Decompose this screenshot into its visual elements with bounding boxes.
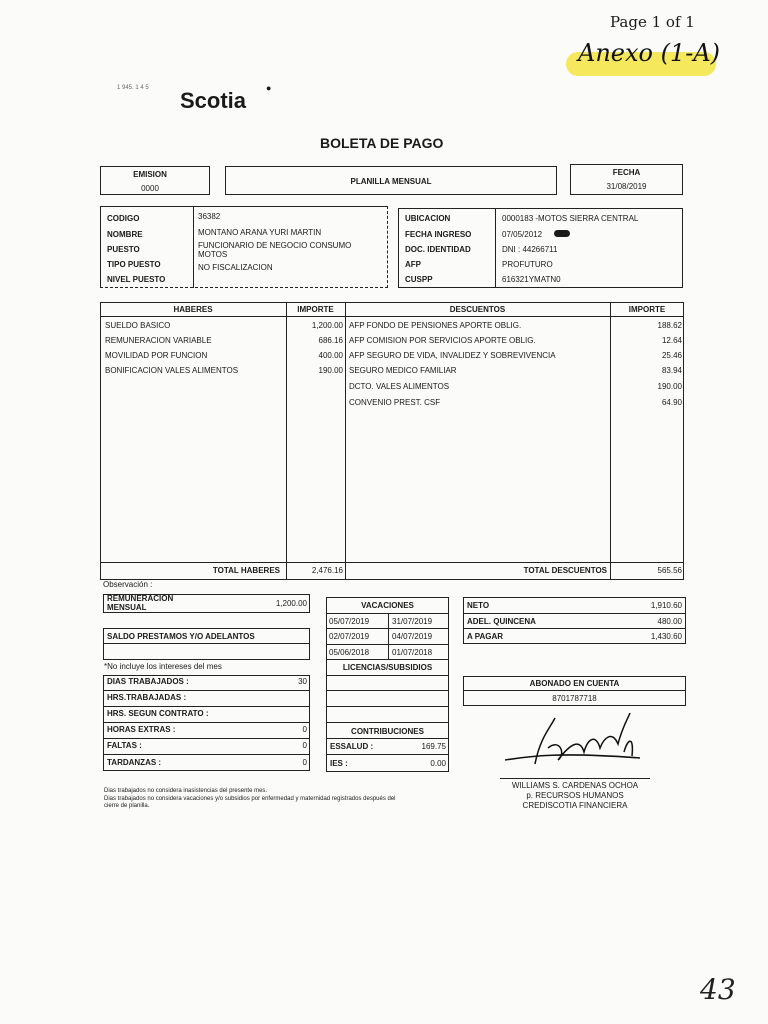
licencias-header: LICENCIAS/SUBSIDIOS <box>342 663 433 672</box>
remuneracion-label-2: MENSUAL <box>107 603 147 612</box>
annex-handwritten-note: Anexo (1-A) <box>578 39 721 67</box>
descuentos-importe-header: IMPORTE <box>628 305 666 314</box>
doc-identidad-label: DOC. IDENTIDAD <box>405 245 471 254</box>
haber-amount: 1,200.00 <box>311 321 343 330</box>
asistencia-label: HRS. SEGUN CONTRATO : <box>107 709 209 718</box>
vacaciones-from: 02/07/2019 <box>329 632 370 641</box>
haber-amount: 190.00 <box>318 366 343 375</box>
intereses-note: *No incluye los intereses del mes <box>104 662 222 671</box>
abonado-cuenta: 8701787718 <box>552 694 597 703</box>
puesto-value-line2: MOTOS <box>198 250 228 259</box>
asistencia-label: FALTAS : <box>107 741 142 750</box>
footnote: Dias trabajados no considera vacaciones y/o subsidios por enfermedad y maternidad registrados después del <box>104 796 396 802</box>
planilla-label: PLANILLA MENSUAL <box>350 177 432 186</box>
descuento-amount: 64.90 <box>661 398 682 407</box>
descuento-amount: 188.62 <box>657 321 682 330</box>
fecha-value: 31/08/2019 <box>606 182 647 191</box>
puesto-label: PUESTO <box>107 245 140 254</box>
cuspp-value: 616321YMATN0 <box>502 275 561 284</box>
contribuciones-header: CONTRIBUCIONES <box>351 727 424 736</box>
footnote: Dias trabajados no considera inasistencias del presente mes. <box>104 788 268 794</box>
vacaciones-from: 05/06/2018 <box>329 648 370 657</box>
handwritten-page-number: 43 <box>700 973 736 1006</box>
signer-company: CREDISCOTIA FINANCIERA <box>522 801 628 810</box>
vacaciones-from: 05/07/2019 <box>329 617 370 626</box>
saldo-label: SALDO PRESTAMOS Y/O ADELANTOS <box>107 632 255 641</box>
signer-name: WILLIAMS S. CARDENAS OCHOA <box>511 781 639 790</box>
a-pagar-value: 1,430.60 <box>650 632 682 641</box>
emision-value: 0000 <box>141 184 159 193</box>
codigo-label: CODIGO <box>107 214 140 223</box>
total-descuentos-label: TOTAL DESCUENTOS <box>523 566 607 575</box>
page-title: BOLETA DE PAGO <box>320 135 444 151</box>
total-haberes-value: 2,476.16 <box>311 566 343 575</box>
tipo-puesto-value: NO FISCALIZACION <box>198 263 273 272</box>
descuentos-header: DESCUENTOS <box>449 305 506 314</box>
asistencia-label: TARDANZAS : <box>107 758 162 767</box>
neto-value: 1,910.60 <box>650 601 682 610</box>
descuento-label: SEGURO MEDICO FAMILIAR <box>349 366 457 375</box>
remuneracion-value: 1,200.00 <box>275 599 307 608</box>
essalud-value: 169.75 <box>421 742 446 751</box>
cuspp-label: CUSPP <box>405 275 433 284</box>
asistencia-value: 0 <box>302 741 307 750</box>
codigo-value: 36382 <box>198 212 221 221</box>
signer-role: p. RECURSOS HUMANOS <box>526 791 624 800</box>
redaction-mark <box>554 230 570 237</box>
afp-label: AFP <box>405 260 421 269</box>
haber-label: SUELDO BASICO <box>105 321 171 330</box>
scan-mark: 1 945. 1 4 5 <box>117 85 149 91</box>
asistencia-value: 30 <box>298 677 307 686</box>
observacion-label: Observación : <box>103 580 153 589</box>
vacaciones-to: 01/07/2018 <box>392 648 433 657</box>
descuento-amount: 190.00 <box>657 382 682 391</box>
fecha-ingreso-value: 07/05/2012 <box>502 230 543 239</box>
logo-mark-icon: ● <box>266 83 272 93</box>
neto-label: NETO <box>467 601 490 610</box>
afp-value: PROFUTURO <box>502 260 553 269</box>
doc-identidad-value: DNI : 44266711 <box>502 245 558 254</box>
descuento-amount: 83.94 <box>661 366 682 375</box>
haber-label: MOVILIDAD POR FUNCION <box>105 351 208 360</box>
haberes-importe-header: IMPORTE <box>297 305 334 314</box>
descuento-label: DCTO. VALES ALIMENTOS <box>349 382 450 391</box>
ubicacion-value: 0000183 -MOTOS SIERRA CENTRAL <box>502 214 639 223</box>
remuneracion-label-1: REMUNERACION <box>107 594 174 603</box>
ies-value: 0.00 <box>430 759 446 768</box>
vacaciones-to: 04/07/2019 <box>392 632 433 641</box>
descuento-label: AFP FONDO DE PENSIONES APORTE OBLIG. <box>349 321 522 330</box>
haber-label: BONIFICACION VALES ALIMENTOS <box>105 366 239 375</box>
adel-quincena-label: ADEL. QUINCENA <box>467 617 536 626</box>
abonado-header: ABONADO EN CUENTA <box>529 679 620 688</box>
asistencia-label: HRS.TRABAJADAS : <box>107 693 187 702</box>
descuento-amount: 12.64 <box>661 336 682 345</box>
signature-scribble <box>500 708 660 780</box>
asistencia-value: 0 <box>302 725 307 734</box>
descuento-label: AFP SEGURO DE VIDA, INVALIDEZ Y SOBREVIVENCIA <box>349 351 556 360</box>
emision-label: EMISION <box>133 170 167 179</box>
haber-amount: 686.16 <box>318 336 343 345</box>
fecha-ingreso-label: FECHA INGRESO <box>405 230 472 239</box>
descuento-label: CONVENIO PREST. CSF <box>349 398 441 407</box>
nombre-value: MONTANO ARANA YURI MARTIN <box>198 228 322 237</box>
tipo-puesto-label: TIPO PUESTO <box>107 260 161 269</box>
descuento-amount: 25.46 <box>661 351 682 360</box>
nombre-label: NOMBRE <box>107 230 143 239</box>
total-haberes-label: TOTAL HABERES <box>212 566 280 575</box>
asistencia-label: DIAS TRABAJADOS : <box>107 677 189 686</box>
haber-amount: 400.00 <box>318 351 343 360</box>
footnote: cierre de planilla. <box>104 803 150 809</box>
fecha-label: FECHA <box>612 168 641 177</box>
descuento-label: AFP COMISION POR SERVICIOS APORTE OBLIG. <box>349 336 536 345</box>
haber-label: REMUNERACION VARIABLE <box>105 336 212 345</box>
nivel-puesto-label: NIVEL PUESTO <box>107 275 166 284</box>
brand-logo: Scotia <box>180 88 247 113</box>
vacaciones-header: VACACIONES <box>361 601 414 610</box>
asistencia-label: HORAS EXTRAS : <box>107 725 176 734</box>
haberes-header: HABERES <box>173 305 213 314</box>
asistencia-value: 0 <box>302 758 307 767</box>
ies-label: IES : <box>330 759 348 768</box>
a-pagar-label: A PAGAR <box>467 632 503 641</box>
vacaciones-to: 31/07/2019 <box>392 617 433 626</box>
puesto-value-line1: FUNCIONARIO DE NEGOCIO CONSUMO <box>198 241 352 250</box>
total-descuentos-value: 565.56 <box>657 566 682 575</box>
page-indicator: Page 1 of 1 <box>610 13 695 31</box>
essalud-label: ESSALUD : <box>330 742 374 751</box>
ubicacion-label: UBICACION <box>405 214 451 223</box>
adel-quincena-value: 480.00 <box>657 617 682 626</box>
